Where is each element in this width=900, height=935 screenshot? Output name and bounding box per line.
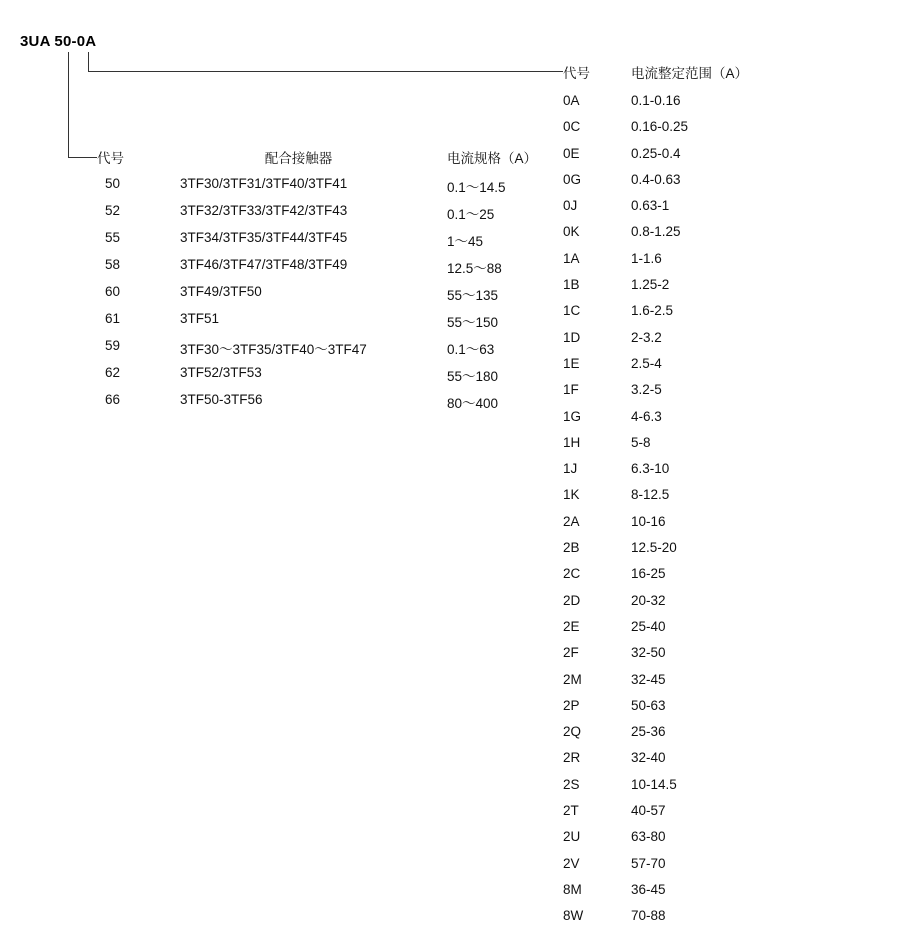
table-row — [563, 146, 791, 172]
cell-contactor: 3TF30/3TF31/3TF40/3TF41 — [180, 176, 348, 191]
current-setting-table-grid — [563, 62, 791, 935]
cell-code: 1F — [563, 382, 579, 398]
cell-code: 66 — [105, 392, 121, 407]
cell-range: 25-36 — [631, 724, 666, 740]
table-row — [563, 645, 791, 671]
cell-range: 0.63-1 — [631, 198, 670, 214]
cell-range: 0.4-0.63 — [631, 171, 681, 187]
cell-rating: 0.1～25 — [447, 207, 495, 222]
col-header-contactor: 配合接触器 — [264, 151, 333, 166]
cell-range: 16-25 — [631, 566, 666, 582]
col-header-current-rating: 电流规格（A） — [447, 151, 538, 166]
cell-range: 5-8 — [631, 434, 651, 450]
cell-code: 8W — [563, 908, 584, 924]
cell-code: 2Q — [563, 724, 582, 740]
cell-code: 2D — [563, 592, 581, 608]
cell-code: 62 — [105, 365, 121, 380]
cell-code: 1G — [563, 408, 582, 424]
cell-rating: 55～135 — [447, 288, 499, 303]
cell-rating: 0.1～14.5 — [447, 180, 506, 195]
table-row — [563, 198, 791, 224]
cell-contactor: 3TF46/3TF47/3TF48/3TF49 — [180, 257, 348, 272]
cell-range: 36-45 — [631, 881, 666, 897]
table-row — [563, 724, 791, 750]
cell-range: 2.5-4 — [631, 355, 662, 371]
leader-line-horizontal-right — [88, 71, 563, 72]
cell-range: 70-88 — [631, 908, 666, 924]
cell-code: 2U — [563, 829, 581, 845]
cell-range: 0.8-1.25 — [631, 224, 681, 240]
cell-range: 63-80 — [631, 829, 666, 845]
cell-code: 58 — [105, 257, 121, 272]
cell-code: 1J — [563, 461, 578, 477]
cell-code: 1C — [563, 303, 581, 319]
table-row — [563, 672, 791, 698]
cell-code: 60 — [105, 284, 121, 299]
leader-line-vertical-main — [68, 52, 69, 157]
cell-code: 1D — [563, 329, 581, 345]
table-row — [97, 392, 597, 419]
table-row — [563, 382, 791, 408]
cell-rating: 0.1～63 — [447, 342, 495, 357]
table-row — [563, 330, 791, 356]
table-row — [563, 251, 791, 277]
cell-code: 2F — [563, 645, 579, 661]
table-row — [563, 409, 791, 435]
cell-code: 2T — [563, 803, 579, 819]
cell-code: 2R — [563, 750, 581, 766]
cell-rating: 80～400 — [447, 396, 499, 411]
table-row — [563, 777, 791, 803]
table-row — [563, 119, 791, 145]
cell-range: 57-70 — [631, 855, 666, 871]
cell-range: 2-3.2 — [631, 329, 662, 345]
cell-code: 61 — [105, 311, 121, 326]
cell-code: 1H — [563, 434, 581, 450]
cell-code: 2V — [563, 855, 580, 871]
cell-code: 0J — [563, 198, 578, 214]
table-row — [563, 856, 791, 882]
table-row — [563, 172, 791, 198]
cell-contactor: 3TF30～3TF35/3TF40～3TF47 — [180, 342, 367, 357]
table-header-row — [97, 147, 597, 176]
table-row — [563, 803, 791, 829]
cell-range: 6.3-10 — [631, 461, 670, 477]
table-row — [563, 487, 791, 513]
cell-code: 52 — [105, 203, 121, 218]
cell-range: 40-57 — [631, 803, 666, 819]
cell-range: 12.5-20 — [631, 540, 677, 556]
table-row — [563, 619, 791, 645]
table-row — [563, 435, 791, 461]
current-setting-table — [563, 62, 791, 935]
cell-contactor: 3TF34/3TF35/3TF44/3TF45 — [180, 230, 348, 245]
cell-contactor: 3TF49/3TF50 — [180, 284, 262, 299]
cell-contactor: 3TF51 — [180, 311, 220, 326]
cell-code: 8M — [563, 881, 582, 897]
cell-code: 1B — [563, 277, 580, 293]
cell-code: 1K — [563, 487, 580, 503]
table-row — [97, 284, 597, 311]
leader-line-horizontal-left — [68, 157, 97, 158]
table-row — [97, 176, 597, 203]
cell-range: 25-40 — [631, 618, 666, 634]
cell-contactor: 3TF32/3TF33/3TF42/3TF43 — [180, 203, 348, 218]
cell-code: 55 — [105, 230, 121, 245]
table-row — [563, 593, 791, 619]
cell-range: 0.1-0.16 — [631, 93, 681, 108]
cell-code: 0G — [563, 171, 582, 187]
table-row — [563, 356, 791, 382]
cell-range: 32-45 — [631, 671, 666, 687]
cell-rating: 55～150 — [447, 315, 499, 330]
leader-line-vertical-branch — [88, 52, 89, 71]
cell-range: 8-12.5 — [631, 487, 670, 503]
table-row — [563, 829, 791, 855]
table-row — [563, 303, 791, 329]
cell-range: 10-16 — [631, 513, 666, 529]
cell-code: 0K — [563, 224, 580, 240]
cell-code: 2C — [563, 566, 581, 582]
table-row — [563, 540, 791, 566]
cell-range: 10-14.5 — [631, 776, 677, 792]
cell-rating: 55～180 — [447, 369, 499, 384]
contactor-table-grid — [97, 147, 597, 419]
col-header-code: 代号 — [563, 66, 590, 81]
cell-range: 1.6-2.5 — [631, 303, 674, 319]
table-row — [563, 566, 791, 592]
cell-contactor: 3TF52/3TF53 — [180, 365, 262, 380]
table-row — [97, 257, 597, 284]
cell-contactor: 3TF50-3TF56 — [180, 392, 263, 407]
table-header-row — [563, 62, 791, 93]
cell-range: 4-6.3 — [631, 408, 662, 424]
col-header-code: 代号 — [97, 151, 124, 166]
col-header-current-range: 电流整定范围（A） — [631, 66, 749, 81]
cell-code: 0E — [563, 145, 580, 161]
cell-code: 2B — [563, 540, 580, 556]
model-code-label: 3UA 50-0A — [20, 33, 97, 50]
cell-range: 0.16-0.25 — [631, 119, 689, 135]
cell-code: 50 — [105, 176, 121, 191]
cell-code: 1E — [563, 355, 580, 371]
cell-code: 0A — [563, 93, 580, 108]
cell-code: 2P — [563, 697, 580, 713]
cell-range: 50-63 — [631, 697, 666, 713]
table-row — [97, 230, 597, 257]
contactor-table — [97, 147, 597, 419]
cell-range: 32-50 — [631, 645, 666, 661]
table-row — [97, 203, 597, 230]
table-row — [563, 93, 791, 119]
cell-range: 20-32 — [631, 592, 666, 608]
table-row — [563, 882, 791, 908]
current-setting-table-body — [563, 93, 791, 935]
table-row — [563, 224, 791, 250]
table-row — [563, 750, 791, 776]
table-row — [97, 365, 597, 392]
cell-range: 1-1.6 — [631, 250, 662, 266]
cell-rating: 12.5～88 — [447, 261, 502, 276]
cell-rating: 1～45 — [447, 234, 484, 249]
table-row — [97, 338, 597, 365]
table-row — [563, 698, 791, 724]
cell-code: 2M — [563, 671, 582, 687]
table-row — [563, 277, 791, 303]
contactor-table-body — [97, 176, 597, 419]
cell-code: 2E — [563, 618, 580, 634]
table-row — [563, 461, 791, 487]
cell-range: 0.25-0.4 — [631, 145, 681, 161]
cell-range: 3.2-5 — [631, 382, 662, 398]
cell-code: 2A — [563, 513, 580, 529]
table-row — [563, 908, 791, 934]
cell-code: 0C — [563, 119, 581, 135]
cell-range: 32-40 — [631, 750, 666, 766]
cell-code: 59 — [105, 338, 121, 353]
cell-range: 1.25-2 — [631, 277, 670, 293]
table-row — [97, 311, 597, 338]
table-row — [563, 514, 791, 540]
cell-code: 1A — [563, 250, 580, 266]
cell-code: 2S — [563, 776, 580, 792]
